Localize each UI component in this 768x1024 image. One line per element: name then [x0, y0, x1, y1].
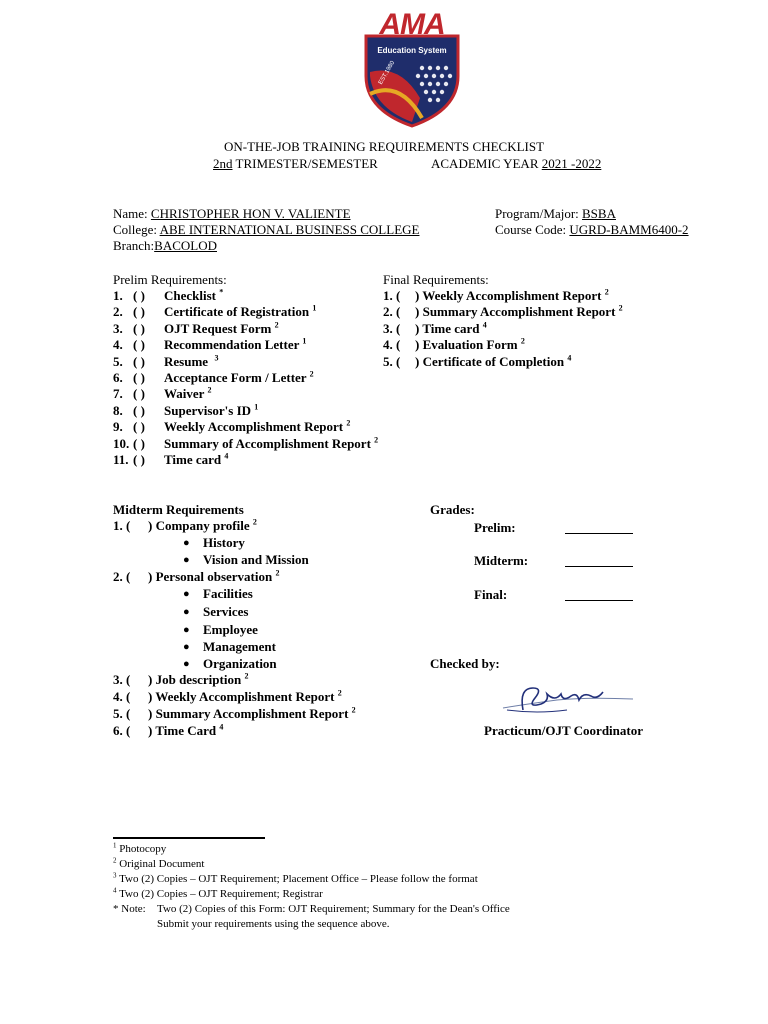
prelim-item: 5. ( ) Resume $^3$ — [113, 353, 219, 369]
name-label: Name: — [113, 206, 148, 221]
final-item: 4. ( ) Evaluation Form $^2$ — [383, 336, 525, 353]
branch-label: Branch: — [113, 238, 155, 253]
prelim-item: 11. ( ) Time card $^4$ — [113, 451, 229, 468]
prelim-item: 4. ( ) Recommendation Letter $^1$ — [113, 336, 307, 353]
midterm-grade-label: Midterm: — [474, 553, 529, 568]
name-row — [113, 206, 351, 222]
midterm-item: 5. ( ) Summary Accomplishment Report $^2$ — [113, 705, 356, 721]
footnote-1: $^1$ Photocopy — [113, 841, 167, 855]
bullet-item: Facilities — [203, 586, 253, 601]
prelim-heading: Prelim Requirements: — [113, 272, 227, 287]
college-value: ABE INTERNATIONAL BUSINESS COLLEGE — [159, 222, 420, 237]
final-item: 5. ( ) Certificate of Completion $^4$ — [383, 353, 572, 369]
term-line — [213, 156, 378, 172]
footnote-divider — [113, 837, 265, 839]
program-row — [495, 206, 616, 222]
bullet-item: History — [203, 535, 245, 550]
coordinator-role: Practicum/OJT Coordinator — [484, 723, 643, 738]
ama-logo — [360, 8, 464, 130]
document-title: ON-THE-JOB TRAINING REQUIREMENTS CHECKLIST — [223, 139, 545, 154]
prelim-item: 7. ( ) Waiver $^2$ — [113, 386, 212, 402]
prelim-grade-blank[interactable] — [565, 521, 633, 534]
bullet-icon: ● — [183, 624, 190, 636]
bullet-item: Organization — [203, 656, 277, 671]
midterm-heading: Midterm Requirements — [113, 502, 244, 517]
note-line-2: Submit your requirements using the sequence above. — [157, 918, 390, 930]
prelim-item: 9. ( ) Weekly Accomplishment Report $^2$ — [113, 418, 351, 435]
prelim-item: 3. ( ) OJT Request Form $^2$ — [113, 320, 279, 336]
prelim-item: 2. ( ) Certificate of Registration $^1$ — [113, 304, 317, 320]
course-value: UGRD-BAMM6400-2 — [569, 222, 689, 237]
final-grade-label: Final: — [474, 587, 508, 602]
term-value: 2nd — [213, 156, 233, 171]
branch-value: BACOLOD — [154, 238, 217, 253]
midterm-item: 6. ( ) Time Card $^4$ — [113, 722, 224, 738]
footnote-2: $^2$ Original Document — [113, 856, 205, 870]
term-label: TRIMESTER/SEMESTER — [235, 156, 378, 171]
bullet-icon: ● — [183, 606, 190, 618]
bullet-icon: ● — [183, 554, 190, 566]
final-list — [383, 288, 623, 370]
prelim-item: 6. ( ) Acceptance Form / Letter $^2$ — [113, 369, 314, 386]
prelim-item: 1. ( ) Checklist * — [113, 287, 224, 303]
logo-brand: AMA — [379, 8, 445, 41]
final-item: 3. ( ) Time card $^4$ — [383, 320, 487, 336]
prelim-item: 10. ( ) Summary of Accomplishment Report $^2$ — [113, 435, 379, 451]
final-heading: Final Requirements: — [383, 272, 489, 287]
bullet-item: Vision and Mission — [203, 552, 309, 567]
prelim-list — [113, 288, 378, 468]
ay-label: ACADEMIC YEAR — [431, 156, 539, 171]
midterm-grade-blank[interactable] — [565, 554, 633, 567]
footnote-3: $^3$ Two (2) Copies – OJT Requirement; Placement Office – Please follow the format — [113, 871, 478, 885]
program-label: Program/Major: — [495, 206, 579, 221]
grades-heading: Grades: — [430, 502, 475, 517]
course-label: Course Code: — [495, 222, 567, 237]
bullet-item: Employee — [203, 622, 258, 637]
name-value: CHRISTOPHER HON V. VALIENTE — [150, 206, 351, 221]
checked-by-label: Checked by: — [430, 656, 500, 671]
bullet-icon: ● — [183, 658, 190, 670]
final-item: 1. ( ) Weekly Accomplishment Report $^2$ — [383, 287, 609, 303]
footnote-4: $^4$ Two (2) Copies – OJT Requirement; Registrar — [113, 886, 323, 900]
bullet-item: Management — [203, 639, 276, 654]
logo-est: EST.1980 — [377, 60, 397, 86]
note-line-1: Two (2) Copies of this Form: OJT Requirement; Summary for the Dean's Office — [157, 903, 510, 915]
bullet-item: Services — [203, 604, 249, 619]
program-value: BSBA — [582, 206, 616, 221]
midterm-item: 1. ( ) Company profile $^2$ — [113, 517, 257, 533]
ay-value: 2021 -2022 — [541, 156, 602, 171]
note-label: * Note: — [113, 903, 146, 915]
college-row — [113, 222, 419, 238]
final-grade-blank[interactable] — [565, 588, 633, 601]
midterm-item: 2. ( ) Personal observation $^2$ — [113, 568, 280, 584]
prelim-grade-label: Prelim: — [474, 520, 516, 535]
college-label: College: — [113, 222, 158, 237]
midterm-item: 4. ( ) Weekly Accomplishment Report $^2$ — [113, 688, 342, 704]
bullet-icon: ● — [183, 537, 190, 549]
final-item: 2. ( ) Summary Accomplishment Report $^2$ — [383, 304, 623, 320]
course-row — [495, 222, 689, 238]
signature — [497, 680, 639, 720]
bullet-icon: ● — [183, 588, 190, 600]
academic-year-line — [431, 156, 601, 172]
logo-subtitle: Education System — [377, 46, 447, 55]
midterm-item: 3. ( ) Job description $^2$ — [113, 671, 249, 687]
prelim-item: 8. ( ) Supervisor's ID $^1$ — [113, 402, 259, 418]
bullet-icon: ● — [183, 641, 190, 653]
branch-row — [113, 238, 217, 254]
